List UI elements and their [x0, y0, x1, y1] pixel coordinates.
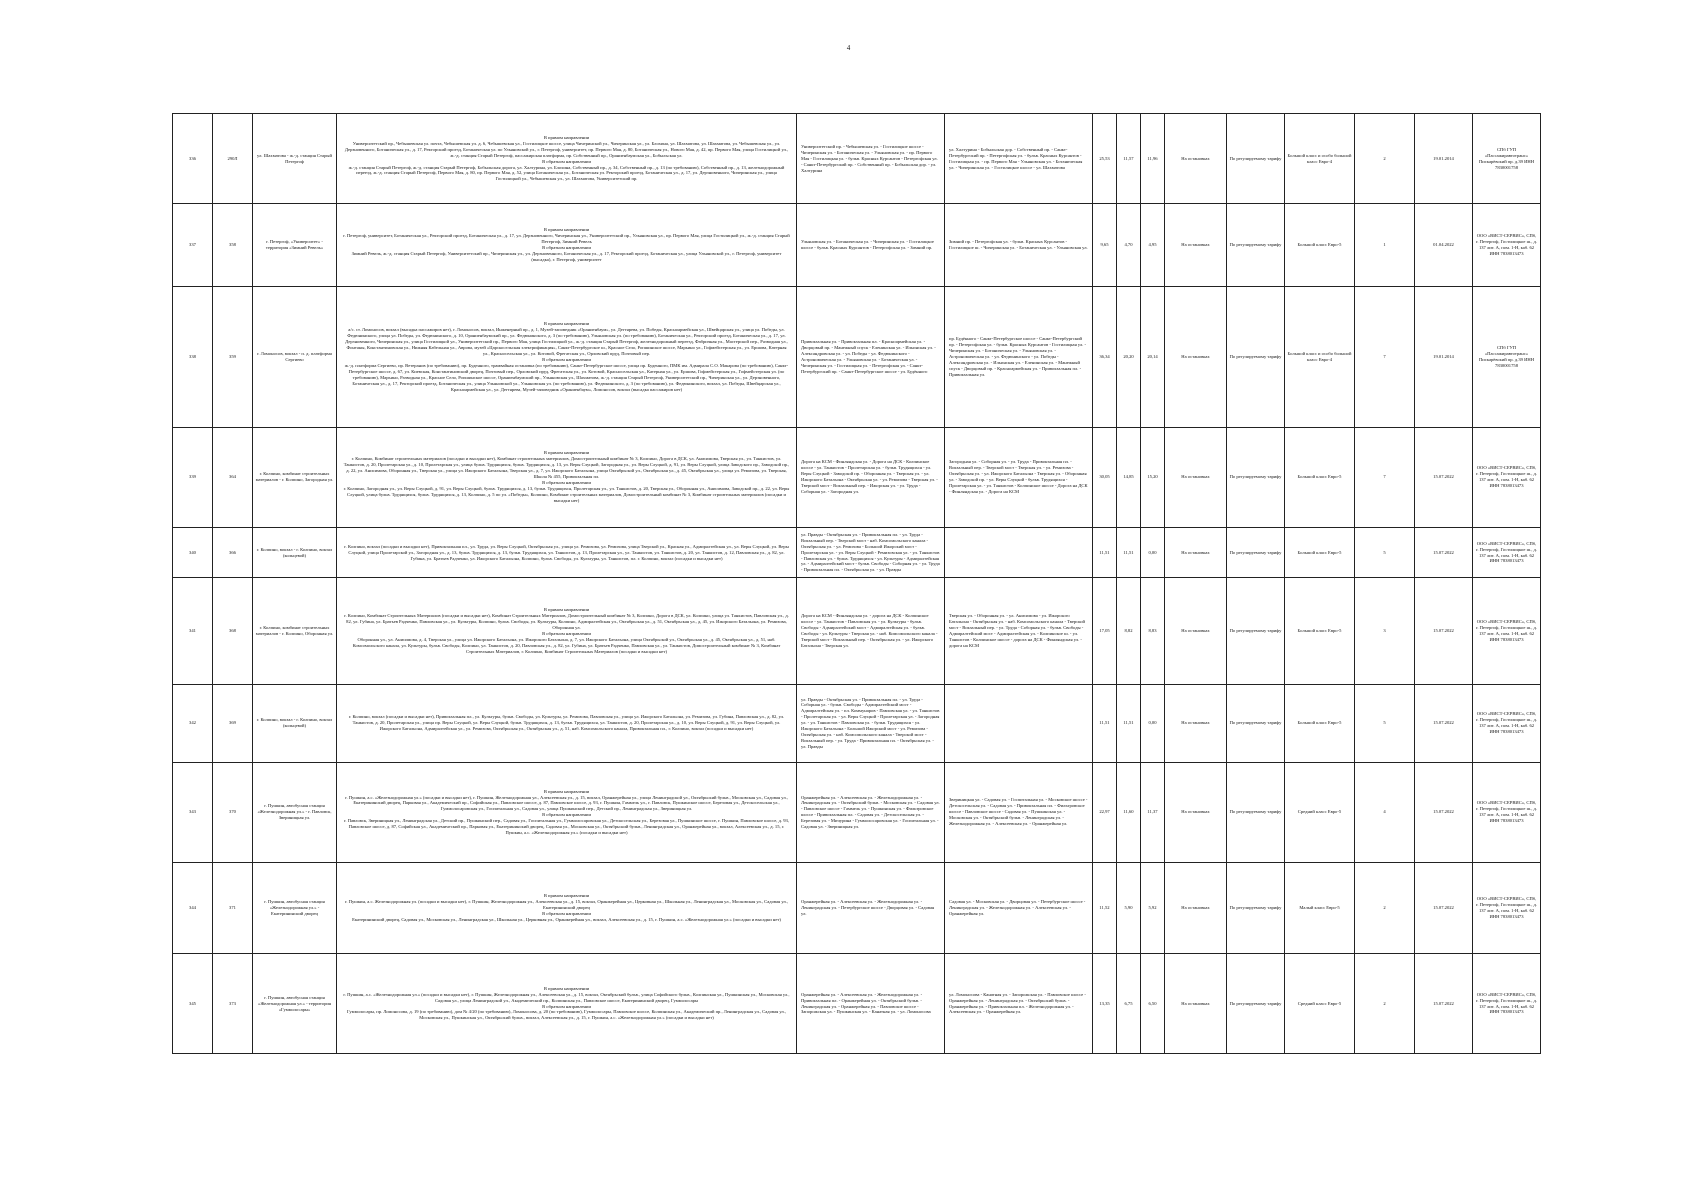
boarding-order: На остановках [1165, 527, 1227, 578]
vehicle-count: 2 [1355, 114, 1415, 204]
path-reverse: г. Колпино, Загородная ул., ул. Веры Слуцкой, д. 91, ул. Веры Слуцкой, бульв. Трудящихся, д. 13, бульв. Трудящихся, Пролетарская ул., ул. Танкистов, д. 20, Тверская ул., Оборонная ул., Анисимова, Заводской пр., д. 22, ул. Веры Слуцкой, улица бульв. Трудящихся, бульв. Трудящихся, д. 13, Колпино, д. 5 по ул. «Победы», Колпино, Комбинат строительных материалов, Домостроительный комбинат № 3, Комбинат строительных материалов (посадки и высадки нет) [343, 486, 790, 504]
route-path [337, 954, 797, 1054]
row-number: 343 [173, 762, 213, 862]
path-forward-heading: В прямом направлении [543, 788, 590, 794]
route-number: 359 [213, 286, 253, 427]
start-date: 19.01.2014 [1415, 114, 1473, 204]
row-number: 336 [173, 114, 213, 204]
length-total: 11,51 [1093, 684, 1117, 762]
vehicle-class: Средний класс Евро-5 [1285, 954, 1355, 1054]
streets-forward: Привокзальная ул. - Привокзальная пл. - Красноармейская ул. - Дворцовый пр. - Манежный спуск - Еленинская ул. - Ильинская ул. - Александровская ул. - ул. Победы - ул. Федюнинского - Астрономическая ул. - Ульяновская ул. - Ботаническая ул. - Чичеринская ул. - Гостилицкая ул. - Петергофская ул. - Санкт-Петербургский пр. - Санкт-Петербургское шоссе - ул. Будённого [797, 286, 945, 427]
carrier: СПб ГУП «Пассажиравтотранс» Пискарёвский пр. д.39 ИНН 7830001758 [1473, 114, 1541, 204]
length-reverse: 4,95 [1141, 204, 1165, 287]
path-reverse-heading: В обратном направлении [542, 244, 591, 250]
route-number: 368 [213, 578, 253, 684]
route-name: г. Петергоф, «Университет» - территория «Зимний Ревель» [253, 204, 337, 287]
vehicle-class: Большой класс и особо большой класс Евро-4 [1285, 286, 1355, 427]
streets-forward: Дорога на КСМ - Финляндская ул. - Дорога на ДСК - Колпинское шоссе - ул. Танкистов - Пролетарская ул. - бульв. Трудящихся - ул. Веры Слуцкой - Заводской пр. - Оборонная ул. - Тверская ул. - ул. Ижорского Батальона - Октябрьская ул. - ул. Ремизова - Тверская ул. - Тверской мост - Вокзальный пер. - Ижорская ул. - ул. Труда - Соборная ул. - Загородная ул. [797, 427, 945, 527]
path-forward-heading: В прямом направлении [543, 134, 590, 140]
row-number: 345 [173, 954, 213, 1054]
length-total: 13,35 [1093, 954, 1117, 1054]
route-path [337, 684, 797, 762]
route-path [337, 862, 797, 953]
tariff-type: По регулируемому тарифу [1227, 578, 1285, 684]
tariff-type: По регулируемому тарифу [1227, 862, 1285, 953]
tariff-type: По регулируемому тарифу [1227, 527, 1285, 578]
route-name: г. Колпино, вокзал - г. Колпино, вокзал (кольцевой) [253, 684, 337, 762]
vehicle-count: 1 [1355, 204, 1415, 287]
start-date: 15.07.2022 [1415, 954, 1473, 1054]
carrier: ООО «ВИСТ-СЕРВИС», СПб, г. Петергоф, Гостилицкое ш., д. 137 лит. А, пом. 1-Н, каб. 62 ИНН 7838013473 [1473, 862, 1541, 953]
streets-reverse: Зимний пр. - Петергофская ул. - бульв. Красных Курсантов - Гостилицкое ш. - Чичеринская ул. - Ботаническая ул. - Ульяновская ул. [945, 204, 1093, 287]
route-name: г. Ломоносов, вокзал - п. д. платформа Сергиево [253, 286, 337, 427]
length-reverse: 0,00 [1141, 684, 1165, 762]
boarding-order: На остановках [1165, 427, 1227, 527]
length-total: 30,05 [1093, 427, 1117, 527]
table-row [173, 762, 1541, 862]
length-forward: 14,85 [1117, 427, 1141, 527]
vehicle-count: 2 [1355, 954, 1415, 1054]
start-date: 15.07.2022 [1415, 427, 1473, 527]
route-number: 369 [213, 684, 253, 762]
route-name: г. Колпино, комбинат строительных материалов - г. Колпино, Загородная ул. [253, 427, 337, 527]
path-reverse: г. Павловск, Звериницкая ул., Ленинградская ул., Детский пр., Пушкинский пер., Садовая ул., Госпитальная ул., Гуммолосаровская ул., Детскосельская ул., Березовая ул., Пушкинское шоссе, г. Пушкин, Павловское шоссе, д. 93, Павловское шоссе, д. 87, Софийская ул., Академический пр., Парковая ул., Екатерининский дворец, Садовая ул., Московская ул., Октябрьский бульв., Ленинградская ул., Оранжерейная ул., вокзал, Алексеевская ул., д. 15, г. Пушкин, а.с. «Железнодорожная ул.» (посадки и высадки нет) [344, 818, 789, 836]
path-reverse: Зимний Ревель, ж.-д. станция Старый Петергоф, Университетский пр., Чичеринская ул., ул. Дерзновенного, Ботаническая ул., д. 17, Ректорский проезд, Ботаническая ул., улица Ульяновской ул., г. Петергоф, университет (высадка), г. Петергоф, университет [351, 250, 782, 262]
path-forward: г. Колпино, Комбинат строительных материалов (посадки и высадки нет), Комбинат строительных материалов, Домостроительный комбинат № 3, Колпино, Дорога в ДСК, ул. Анисимова, Тверская ул., ул. Танкистов, ул. Танкистов, д. 20, Пролетарская ул., д. 10, Пролетарская ул., улица бульв. Трудящихся, бульв. Трудящихся, д. 13, ул. Веры Слуцкой, Загородная ул., ул. Веры Слуцкой, д. 91, ул. Веры Слуцкой, улица Заводского пр., Заводской пр., д. 22, ул. Анисимова, Оборонная ул., Тверская ул., улица ул. Ижорского Батальона, Тверская ул., д. 7, ул. Ижорского Батальона, улица Октябрьской ул., Октябрьская ул., д. 45, Октябрьская ул., улица ул. Ремизова, ул. Тверская, Школа № 455, Привокзальная пл. [343, 456, 790, 480]
streets-reverse: Звериницкая ул. - Садовая ул. - Госпитальная ул. - Московское шоссе - Детскосельская ул. - Садовая ул. - Привокзальная пл. - Фильтровское шоссе - Павловское шоссе - Садовая ул. - Пушкинская ул. - Московская ул. - Октябрьский бульв. - Ленинградская ул. - Железнодорожная ул. - Алексеевская ул. - Оранжерейная ул. [945, 762, 1093, 862]
length-reverse: 11,96 [1141, 114, 1165, 204]
route-number: 358 [213, 204, 253, 287]
length-reverse: 11,37 [1141, 762, 1165, 862]
vehicle-count: 5 [1355, 527, 1415, 578]
length-forward: 8,82 [1117, 578, 1141, 684]
route-number: 371 [213, 862, 253, 953]
streets-forward: ул. Правды - Октябрьская ул. - Привокзальная пл. - ул. Труда - Вокзальный пер. - Тверской мост - наб. Комсомольского канала - Октябрьская ул. - ул. Ремизова - Большой Ижорский мост - Пролетарская ул. - ул. Веры Слуцкой - Ремизовская ул. - ул. Танкистов - Павловская ул. - бульв. Трудящихся - ул. Культуры - Адмиралтейская ул. - Адмиралтейский мост - бульв. Свободы - Соборная ул. - ул. Труда - Привокзальная пл. - Октябрьская ул. - ул. Правды [797, 527, 945, 578]
carrier: ООО «ВИСТ-СЕРВИС», СПб, г. Петергоф, Гостилицкое ш., д. 137 лит. А, пом. 1-Н, каб. 62 ИНН 7838013473 [1473, 527, 1541, 578]
route-name: г. Пушкин, автобусная станция «Железнодорожная ул.» - г. Павловск, Звериницкая ул. [253, 762, 337, 862]
route-path [337, 204, 797, 287]
length-forward: 5,90 [1117, 862, 1141, 953]
streets-reverse: Тверская ул. - Оборонная ул. - ул. Анисимова - ул. Ижорского Батальона - Октябрьская ул. - наб. Комсомольского канала - Тверской мост - Вокзальный пер. - ул. Труда - Соборная ул. - бульв. Свободы - Адмиралтейский мост - Адмиралтейская ул. - Колпинское ш. - ул. Танкистов - Колпинское шоссе - дорога на ДСК - Финляндская ул. - дорога на КСМ [945, 578, 1093, 684]
length-total: 9,65 [1093, 204, 1117, 287]
carrier: ООО «ВИСТ-СЕРВИС», СПб, г. Петергоф, Гостилицкое ш., д. 137 лит. А, пом. 1-Н, каб. 62 ИНН 7838013473 [1473, 578, 1541, 684]
boarding-order: На остановках [1165, 954, 1227, 1054]
route-path [337, 286, 797, 427]
start-date: 15.07.2022 [1415, 762, 1473, 862]
path-reverse: Гуммолосары, пр. Ломоносова, д. 19 (по требованию), дом № 4/20 (по требованию), Ломоносова, д. 20 (по требованию), Гуммолосары, Павловское шоссе, Колпинская ул., Академический пр., Ленинградская ул., Садовая ул., Московская ул., Пушкинская ул., Октябрьский бульв., вокзал, Алексеевская ул., д. 15, г. Пушкин, а.с. «Железнодорожная ул.» (посадки и высадки нет) [346, 1009, 787, 1021]
streets-reverse [945, 684, 1093, 762]
path-forward: Университетский пр., Чебышевская ул. почта, Чебышевская ул. д. 6, Чебышевская ул., Гостилицкое шоссе, улица Чичеринской ул., Чичеринская ул., ул. Блохина, ул. Шахматова, ул. Шахматова, ул. Чебышевская ул., ул. Дерзновенного, Ботаническая ул., д. 17, Ректорский проезд, Ботаническая ул. по Ульяновской ул., г. Петергоф, университет, пр. Первого Мая, д. 80, Ботаническая ул., Нового Мая, д. 42, пр. Первого Мая, улица Гостилицкой ул., ж.-д. станция Старый Петергоф, пассажирская платформа, пр. Собственный пр., Ораниенбаумская ул., Бобыльская ул. [344, 140, 789, 158]
length-forward: 11,60 [1117, 762, 1141, 862]
streets-forward: Оранжерейная ул. - Алексеевская ул. - Железнодорожная ул. - Ленинградская ул. - Петербургское шоссе - Дворцовая ул. - Садовая ул. [797, 862, 945, 953]
path-reverse-heading: В обратном направлении [542, 480, 591, 486]
carrier: СПб ГУП «Пассажиравтотранс» Пискарёвский пр. д.39 ИНН 7830001758 [1473, 286, 1541, 427]
table-row [173, 954, 1541, 1054]
vehicle-count: 3 [1355, 578, 1415, 684]
length-total: 22,97 [1093, 762, 1117, 862]
length-forward: 11,51 [1117, 527, 1141, 578]
table-row [173, 578, 1541, 684]
path-forward: а/с. ст. Ломоносов, вокзал (высадка пассажиров нет), г. Ломоносов, вокзал, Инженерный пр., д. 1, Музей-заповедник «Ораниенбаум», ул. Дегтярева, ул. Победы, Красноармейская ул., Швейцарская ул., улица ул. Победы, ул. Федюнинского, улица ул. Победы, ул. Федюнинского, д. 10, Ораниенбаумский пр., ул. Федюнинского, д. 3 (по требованию), Ульяновская ул. (по требованию), Ботаническая ул., Ректорский проезд, Ботаническая ул., д. 17, ул. Дерзновенного, Чичеринская ул., улица Гостилицкой ул., Университетский пр., Первого Мая, улица Гостилицкой ул., ж.-д. станция Старый Петергоф, железнодорожный переезд, Фабричная ул., Мастерской пер., Разводная ул., Фонтаны, Константиновская ул., Нижняя Кабельная ул., Аврова, музей «Царскосельская электрификация», Санкт-Петербургское ш., Красное Село, Ропшинское шоссе, Марьино ул., Гофмейстерская ул., ул. Ершова, Катерная ул., Красносельская ул., ул. Котовой, Фрегатская ул., Орловский пруд, Почтовый пер. [345, 326, 788, 356]
streets-forward: Университетский пр. - Чебышевская ул. - Гостилицкое шоссе - Чичеринская ул. - Ботаническая ул. - Ульяновская ул. - пр. Первого Мая - Гостилицкая ул. - бульв. Красных Курсантов - Петергофская ул. - Санкт-Петербургский пр. - Собственный пр. - Бобыльская дор. - ул. Халтурина [797, 114, 945, 204]
path-forward: г. Колпино, вокзал (посадки и высадки нет), Привокзальная пл., ул. Культуры, бульв. Свободы, ул. Культуры, ул. Ремизова, Павловская ул., улица ул. Ижорского Батальона, ул. Ремизова, ул. Губина, Павловская ул., д. 82, ул. Танкистов, д. 20, Пролетарская ул., улица пр. Веры Слуцкой, ул. Веры Слуцкой, бульв. Трудящихся, д. 13, бульв. Трудящихся, ул. Танкистов, д. 20, Пролетарская ул., д. 10, ул. Веры Слуцкой, д. 91, ул. Веры Слуцкой, ул. Ижорского Батальона, Адмиралтейская ул., ул. Ремизова, Октябрьская ул., Октябрьская ул., д. 51, наб. Комсомольского канала, Привокзальная пл., г. Колпино, вокзал (посадки и высадки нет) [348, 714, 785, 732]
start-date: 15.07.2022 [1415, 578, 1473, 684]
route-path [337, 527, 797, 578]
vehicle-class: Большой класс Евро-5 [1285, 578, 1355, 684]
row-number: 340 [173, 527, 213, 578]
start-date: 19.01.2014 [1415, 286, 1473, 427]
vehicle-count: 5 [1355, 684, 1415, 762]
boarding-order: На остановках [1165, 862, 1227, 953]
carrier: ООО «ВИСТ-СЕРВИС», СПб, г. Петергоф, Гостилицкое ш., д. 137 лит. А, пом. 1-Н, каб. 62 ИНН 7838013473 [1473, 684, 1541, 762]
streets-forward: Оранжерейная ул. - Алексеевская ул. - Железнодорожная ул. - Привокзальная пл. - Оранжерейная ул. - Октябрьский бульв. - Ленинградская ул. - Оранжерейная ул. - Павловское шоссе - Запорожская ул. - Пушкинская ул. - Канатная ул. - ул. Ломоносова [797, 954, 945, 1054]
boarding-order: На остановках [1165, 578, 1227, 684]
boarding-order: На остановках [1165, 114, 1227, 204]
table-row [173, 527, 1541, 578]
path-forward: г. Колпино, вокзал (посадки и высадки нет), Привокзальная пл., ул. Труда, ул. Веры Слуцкой, Октябрьская ул., улица ул. Ремизова, ул. Ремизова, улица Тверской ул., Красная ул., Адмиралтейская ул., ул. Веры Слуцкой, ул. Веры Слуцкой, улица Пролетарской ул., Загородная ул., д. 13, бульв. Трудящихся, д. 13, бульв. Трудящихся, ул. Танкистов, д. 13, Пролетарская ул., ул. Танкистов, ул. Танкистов, д. 20, ул. Танкистов, д. 12, Павловская ул., д. 82, ул. Губина, ул. Братьев Радченко, ул. Ижорского Батальона, Колпино, бульв. Свободы, ул. Культуры, ул. Танкистов, пл. г. Колпино, вокзал (посадки и высадки нет) [344, 543, 789, 561]
tariff-type: По регулируемому тарифу [1227, 954, 1285, 1054]
route-name: г. Колпино, вокзал - г. Колпино, вокзал (кольцевой) [253, 527, 337, 578]
length-reverse: 20,14 [1141, 286, 1165, 427]
tariff-type: По регулируемому тарифу [1227, 114, 1285, 204]
streets-reverse: пр. Будённого - Санкт-Петербургское шоссе - Санкт-Петербургский пр. - Петергофская ул. - бульв. Красных Курсантов - Гостилицкая ул. - Чичеринская ул. - Ботаническая ул. - Ульяновская ул. - Астрономическая ул. - ул. Федюнинского - ул. Победы - Александровская ул. - Ильинская ул. - Еленинская ул. - Манежный спуск - Дворцовый пр. - Красноармейская ул. - Привокзальная пл. - Привокзальная ул. [945, 286, 1093, 427]
row-number: 338 [173, 286, 213, 427]
route-name: г. Колпино, комбинат строительных материалов - г. Колпино, Оборонная ул. [253, 578, 337, 684]
route-name: г. Пушкин, автобусная станция «Железнодорожная ул.» - территория «Гуммолосары» [253, 954, 337, 1054]
route-path [337, 578, 797, 684]
length-total: 17,05 [1093, 578, 1117, 684]
route-number: 373 [213, 954, 253, 1054]
path-forward-heading: В прямом направлении [543, 893, 590, 899]
carrier: ООО «ВИСТ-СЕРВИС», СПб, г. Петергоф, Гостилицкое ш., д. 137 лит. А, пом. 1-Н, каб. 62 ИНН 7838013473 [1473, 954, 1541, 1054]
table-row [173, 427, 1541, 527]
page-number: 4 [846, 44, 851, 52]
table-row [173, 286, 1541, 427]
length-reverse: 8,83 [1141, 578, 1165, 684]
length-forward: 4,70 [1117, 204, 1141, 287]
length-total: 36,34 [1093, 286, 1117, 427]
path-reverse-heading: В обратном направлении [542, 812, 591, 818]
length-reverse: 6,50 [1141, 954, 1165, 1054]
path-reverse: ж.-д. станция Старый Петергоф, ж.-д. станция Старый Петергоф, Бобыльская дорога, ул. Халтурина, ул. Блохина, Собственный пр., д. 34, Собственный пр., д. 13 (по требованию), Собственный пр., д. 13, железнодорожный переезд, ж.-д. станция Старый Петергоф, Первого Мая, д. 80, пр. Первого Мая, д. 52, улица Ботаническая ул., Ботаническая ул. Ректорский проезд, Ботаническая ул., д. 17, ул. Дерзновенного, Чичеринская ул., улица Гостилицкой ул., Чебышевская ул., ул. Шахматова, Университетский пр. [348, 164, 785, 182]
streets-reverse: Садовая ул. - Московская ул. - Дворцовая ул. - Петербургское шоссе - Ленинградская ул. - Железнодорожная ул. - Алексеевская ул. - Оранжерейная ул. [945, 862, 1093, 953]
vehicle-class: Большой класс Евро-5 [1285, 684, 1355, 762]
vehicle-count: 4 [1355, 762, 1415, 862]
table-row [173, 684, 1541, 762]
carrier: ООО «ВИСТ-СЕРВИС», СПб, г. Петергоф, Гостилицкое ш., д. 137 лит. А, пом. 1-Н, каб. 62 ИНН 7838013473 [1473, 204, 1541, 287]
start-date: 15.07.2022 [1415, 527, 1473, 578]
route-path [337, 427, 797, 527]
route-number: 364 [213, 427, 253, 527]
route-name: г. Пушкин, автобусная станция «Железнодорожная ул.» - Екатерининский дворец [253, 862, 337, 953]
routes-table [172, 113, 1541, 1054]
path-reverse-heading: В обратном направлении [542, 356, 591, 362]
path-forward: г. Пушкин, а.с. Железнодорожная ул. (посадки и высадки нет), г. Пушкин, Железнодорожная ул., Алексеевская ул., д. 15, вокзал, Оранжерейная ул., Церковная ул., Школьная ул., Ленинградская ул., Московская ул., Садовая ул., Екатерининский дворец [345, 898, 788, 910]
path-forward: г. Петергоф, университет, Ботаническая ул., Ректорский проезд, Ботаническая ул., д. 17, ул. Дерзновенного, Чичеринская ул., Университетский пр., Ульяновская ул., пр. Первого Мая, улица Гостилицкой ул., ж.-д. станция Старый Петергоф, Зимний Ревель [343, 232, 790, 244]
path-forward: г. Пушкин, а.с. «Железнодорожная ул.» (посадки и высадки нет), г. Пушкин, Железнодорожная ул., Алексеевская ул., д. 15, вокзал, Октябрьский бульв., улица Софийского бульв., Колпинская ул., Пушкинская ул., Московская ул., Садовая ул., улица Ленинградской ул., Академический пр., Колпинская ул., Павловское шоссе, Екатерининский дворец, Гуммолосары [343, 991, 790, 1003]
path-forward: г. Колпино, Комбинат Строительных Материалов (посадки и высадки нет), Комбинат Строительных Материалов, Домостроительный комбинат № 3, Колпино, Дорога в ДСК, ул. Колпино, улица ул. Танкистов, Павловская ул., д. 82, ул. Губина, ул. Братьев Радченко, Павловская ул., ул. Культуры, Колпино, бульв. Свободы, ул. Культуры, Колпино, Адмиралтейская ул., Октябрьская ул., д. 51, Октябрьская ул., д. 45, ул. Ижорского Батальона, ул. Ремизова, Оборонная ул. [344, 613, 789, 631]
route-name: ул. Шахматова - ж.-д. станция Старый Петергоф [253, 114, 337, 204]
tariff-type: По регулируемому тарифу [1227, 762, 1285, 862]
vehicle-count: 2 [1355, 862, 1415, 953]
table-row [173, 114, 1541, 204]
path-reverse-heading: В обратном направлении [542, 1003, 591, 1009]
vehicle-count: 7 [1355, 427, 1415, 527]
length-forward: 6,75 [1117, 954, 1141, 1054]
tariff-type: По регулируемому тарифу [1227, 427, 1285, 527]
route-path [337, 114, 797, 204]
vehicle-class: Большой класс Евро-5 [1285, 427, 1355, 527]
boarding-order: На остановках [1165, 762, 1227, 862]
boarding-order: На остановках [1165, 204, 1227, 287]
carrier: ООО «ВИСТ-СЕРВИС», СПб, г. Петергоф, Гостилицкое ш., д. 137 лит. А, пом. 1-Н, каб. 62 ИНН 7838013473 [1473, 762, 1541, 862]
length-total: 11,51 [1093, 527, 1117, 578]
length-reverse: 5,92 [1141, 862, 1165, 953]
path-reverse-heading: В обратном направлении [542, 910, 591, 916]
length-total: 11,52 [1093, 862, 1117, 953]
start-date: 15.07.2022 [1415, 684, 1473, 762]
row-number: 339 [173, 427, 213, 527]
row-number: 342 [173, 684, 213, 762]
path-forward-heading: В прямом направлении [543, 320, 590, 326]
vehicle-class: Большой класс Евро-5 [1285, 527, 1355, 578]
tariff-type: По регулируемому тарифу [1227, 684, 1285, 762]
table-row [173, 862, 1541, 953]
streets-reverse: Загородная ул. - Соборная ул. - ул. Труда - Привокзальная пл. - Вокзальный пер. - Тверской мост - Тверская ул. - ул. Ремизова - Октябрьская ул. - ул. Ижорского Батальона - Тверская ул. - Оборонная ул. - Заводской пр. - ул. Веры Слуцкой - бульв. Трудящихся - Пролетарская ул. - ул. Танкистов - Колпинское шоссе - Дорога на ДСК - Финляндская ул. - Дорога на КСМ [945, 427, 1093, 527]
path-reverse-heading: В обратном направлении [542, 158, 591, 164]
streets-reverse: ул. Ломоносова - Канатная ул. - Запорожская ул. - Павловское шоссе - Оранжерейная ул. - Ленинградская ул. - Октябрьский бульв. - Оранжерейная ул. - Привокзальная пл. - Железнодорожная ул. - Алексеевская ул. - Оранжерейная ул. [945, 954, 1093, 1054]
path-reverse-heading: В обратном направлении [542, 631, 591, 637]
streets-forward: Дорога на КСМ - Финляндская ул. - дорога на ДСК - Колпинское шоссе - ул. Танкистов - Павловская ул. - ул. Культуры - бульв. Свободы - Адмиралтейский мост - Адмиралтейская ул. - бульв. Свободы - ул. Культуры - Тверская ул. - наб. Комсомольского канала - Тверской мост - Вокзальный пер. - Октябрьская ул. - ул. Ижорского Батальона - Тверская ул. [797, 578, 945, 684]
vehicle-class: Большой класс и особо большой класс Евро-4 [1285, 114, 1355, 204]
carrier: ООО «ВИСТ-СЕРВИС», СПб, г. Петергоф, Гостилицкое ш., д. 137 лит. А, пом. 1-Н, каб. 62 ИНН 7838013473 [1473, 427, 1541, 527]
boarding-order: На остановках [1165, 684, 1227, 762]
path-reverse: Оборонная ул., ул. Анисимова, д. 4, Тверская ул., улица ул. Ижорского Батальона, ул. Ижорского Батальона, д. 7, ул. Ижорского Батальона, улица Октябрьской ул., Октябрьская ул., д. 45, Октябрьская ул., д. 51, наб. Комсомольского канала, ул. Культуры, бульв. Свободы, Колпино, ул. Танкистов, д. 20, Павловская ул., д. 82, ул. Губина, ул. Братьев Радченко, Павловская ул., ул. Танкистов, Домостроительный комбинат № 3, Комбинат Строительных Материалов, г. Колпино, Комбинат Строительных Материалов (посадки и высадки нет) [352, 637, 781, 654]
tariff-type: По регулируемому тарифу [1227, 204, 1285, 287]
path-forward-heading: В прямом направлении [543, 226, 590, 232]
path-reverse: ж.-д. платформа Сергиево, пр. Ветеранов (по требованию), пр. Буденного, трамвайная остановка (по требованию), Санкт-Петербургское шоссе, улица пр. Буденного, ПМК им. Адмирала С.О. Макарова (по требованию), Санкт-Петербургское шоссе, д. 67, ул. Киевская, Константиновский дворец, Почтовый пер., Орловский пруд, Фрегатская ул., ул. Котовой, Красносельская ул., Катерная ул., ул. Ершова, Гофмейстерская ул., Гофмейстерская ул. (по требованию), Марьино, Разводная ул., Красное Село, Ропшинское шоссе, Ораниенбаумский пр., Ульяновская ул., Шахматова, ж.-д. станция Старый Петергоф, Университетский пр., Чичеринская ул., ул. Дерзновенного, Ботаническая ул., д. 17, Ректорский проезд, Ботаническая ул., улица Ульяновской ул., Ульяновская ул. (по требованию), ул. Федюнинского, д. 3 (по требованию), ул. Федюнинского, вокзал, ул. Победы, Швейцарская ул., Красноармейская ул., ул. Дегтярева, Музей-заповедник «Ораниенбаум», Ломоносов, вокзал (высадка пассажиров нет) [344, 362, 789, 392]
start-date: 15.07.2022 [1415, 862, 1473, 953]
vehicle-class: Большой класс Евро-5 [1285, 204, 1355, 287]
length-forward: 11,51 [1117, 684, 1141, 762]
table-row [173, 204, 1541, 287]
path-reverse: Екатерининский дворец, Садовая ул., Московская ул., Ленинградская ул., Школьная ул., Церковная ул., Оранжерейная ул., вокзал, Алексеевская ул., д. 15, г. Пушкин, а.с. «Железнодорожная ул.» (посадки и высадки нет) [352, 916, 781, 922]
start-date: 01.04.2022 [1415, 204, 1473, 287]
path-forward: г. Пушкин, а.с. «Железнодорожная ул.» (посадки и высадки нет), г. Пушкин, Железнодорожная ул., Алексеевская ул., д. 15, вокзал, Оранжерейная ул., улица Ленинградской ул., Октябрьский бульв., Московская ул., Садовая ул., Екатерининский дворец, Парковая ул., Академический пр., Софийская ул., Павловское шоссе, д. 87, Павловское шоссе, д. 93, г. Пушкин, Гаммель ул., г. Павловск, Пушкинское шоссе, Березовая ул., Детскосельская ул., Гуммолосаровская ул., Госпитальная ул., Садовая ул., улица Пушкинский пер., Детский пр., Ленинградская ул., Звериницкая ул. [345, 794, 788, 812]
length-reverse: 15,20 [1141, 427, 1165, 527]
path-forward-heading: В прямом направлении [543, 985, 590, 991]
vehicle-count: 7 [1355, 286, 1415, 427]
row-number: 337 [173, 204, 213, 287]
streets-reverse [945, 527, 1093, 578]
row-number: 341 [173, 578, 213, 684]
route-path [337, 762, 797, 862]
length-forward: 11,57 [1117, 114, 1141, 204]
vehicle-class: Средний класс Евро-5 [1285, 762, 1355, 862]
route-number: 366 [213, 527, 253, 578]
boarding-order: На остановках [1165, 286, 1227, 427]
path-forward-heading: В прямом направлении [543, 607, 590, 613]
path-forward-heading: В прямом направлении [543, 450, 590, 456]
streets-forward: ул. Правды - Октябрьская ул. - Привокзальная пл. - ул. Труда - Соборная ул. - бульв. Свободы - Адмиралтейский мост - Адмиралтейская ул. - пл. Коммунаров - Павловская ул. - ул. Танкистов - Пролетарская ул. - ул. Веры Слуцкой - Пролетарская ул. - Загородная ул. - ул. Танкистов - Павловская ул. - бульв. Трудящихся - ул. Ижорского Батальона - Большой Ижорский мост - ул. Ремизова - Октябрьская ул. - наб. Комсомольского канала - Тверской мост - Вокзальный пер. - ул. Труда - Привокзальная пл. - Октябрьская ул. - ул. Правды [797, 684, 945, 762]
length-reverse: 0,00 [1141, 527, 1165, 578]
tariff-type: По регулируемому тарифу [1227, 286, 1285, 427]
streets-forward: Ульяновская ул. - Ботаническая ул. - Чичеринская ул. - Гостилицкое шоссе - бульв. Красных Курсантов - Петергофская ул. - Зимний пр. [797, 204, 945, 287]
length-total: 25,53 [1093, 114, 1117, 204]
length-forward: 20,20 [1117, 286, 1141, 427]
route-number: 290Л [213, 114, 253, 204]
streets-forward: Оранжерейная ул. - Алексеевская ул. - Железнодорожная ул. - Ленинградская ул. - Октябрьский бульв. - Московская ул. - Садовая ул. - Павловское шоссе - Гаммель ул. - Пушкинская ул. - Фильтровское шоссе - Привокзальная пл. - Садовая ул. - Детскосельская ул. - Березовая ул. - Мичурина - Гуммолосаровская ул. - Госпитальная ул. - Садовая ул. - Звериницкая ул. [797, 762, 945, 862]
vehicle-class: Малый класс Евро-5 [1285, 862, 1355, 953]
row-number: 344 [173, 862, 213, 953]
streets-reverse: ул. Халтурина - Бобыльская дор. - Собственный пр. - Санкт-Петербургский пр. - Петергофская ул. - бульв. Красных Курсантов - Гостилицкая ул. - пр. Первого Мая - Ульяновская ул. - Ботаническая ул. - Чичеринская ул. - Гостилицкое шоссе - ул. Шахматова [945, 114, 1093, 204]
route-number: 370 [213, 762, 253, 862]
